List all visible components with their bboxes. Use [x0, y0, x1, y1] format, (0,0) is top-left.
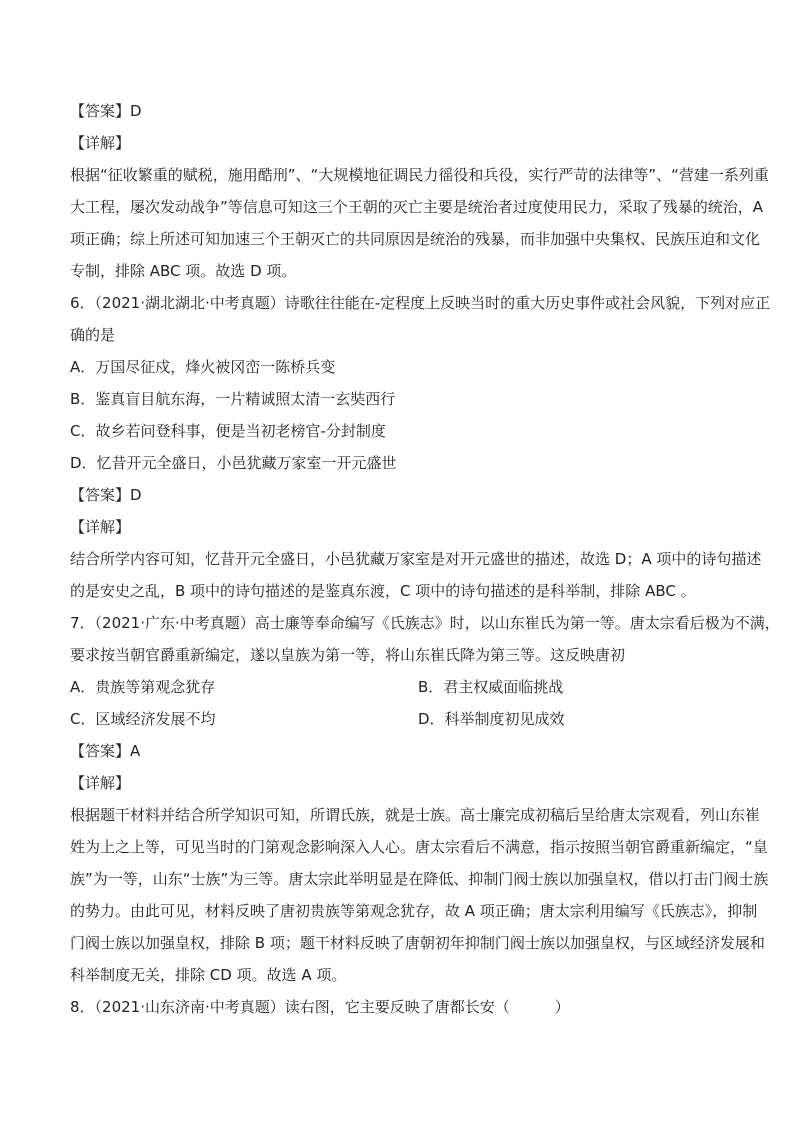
- option-d: D．忆昔开元全盛日，小邑犹藏万家室一开元盛世: [70, 454, 397, 472]
- answer-value: A: [130, 742, 141, 760]
- question-8-stem: 8．（2021·山东济南·中考真题）读右图，它主要反映了唐都长安（ ）: [70, 998, 570, 1016]
- detail-label: 【详解】: [70, 134, 131, 152]
- option-row: [70, 677, 730, 697]
- option-a: A．贵族等第观念犹存: [70, 678, 216, 696]
- option-row: [70, 709, 730, 729]
- answer-label: 【答案】: [70, 742, 131, 760]
- question-6-stem: 6．（2021·湖北湖北·中考真题）诗歌往往能在-定程度上反映当时的重大历史事件或社会风貌，下列对应正: [70, 294, 771, 312]
- answer-line: [70, 485, 730, 505]
- detail-line: 门阀士族以加强皇权，排除 B 项；题干材料反映了唐朝初年抑制门阀士族以加强皇权，与区域经济发展和: [70, 934, 765, 952]
- detail-line: 大工程，屡次发动战争”等信息可知这三个王朝的灭亡主要是统治者过度使用民力，采取了残暴的统治，A: [70, 198, 764, 216]
- question-7-stem: 要求按当朝官爵重新编定，遂以皇族为第一等，将山东崔氏降为第三等。这反映唐初: [70, 646, 626, 664]
- option-b: B．君主权威面临挑战: [418, 678, 564, 696]
- detail-label: 【详解】: [70, 518, 131, 536]
- option-c: C．故乡若问登科事，便是当初老榜官-分封制度: [70, 422, 386, 440]
- detail-line: 结合所学内容可知，忆昔开元全盛日，小邑犹藏万家室是对开元盛世的描述，故选 D；A 项中的诗句描述: [70, 550, 762, 568]
- answer-value: D: [130, 102, 142, 120]
- detail-line: 项正确；综上所述可知加速三个王朝灭亡的共同原因是统治的残暴，而非加强中央集权、民族压迫和文化: [70, 230, 761, 248]
- detail-line: 专制，排除 ABC 项。故选 D 项。: [70, 262, 297, 280]
- detail-label: 【详解】: [70, 774, 131, 792]
- answer-line: [70, 741, 730, 761]
- answer-label: 【答案】: [70, 102, 131, 120]
- detail-line: 根据题干材料并结合所学知识可知，所谓氏族，就是士族。高士廉完成初稿后呈给唐太宗观看，列山东崔: [70, 806, 761, 824]
- answer-label: 【答案】: [70, 486, 131, 504]
- option-d: D．科举制度初见成效: [418, 710, 565, 728]
- option-a: A．万国尽征戍，烽火被冈峦一陈桥兵变: [70, 358, 336, 376]
- detail-line: 的势力。由此可见，材料反映了唐初贵族等第观念犹存，故 A 项正确；唐太宗利用编写《氏族志》，抑制: [70, 902, 758, 920]
- answer-line: [70, 101, 730, 121]
- detail-line: 族”为一等，山东“士族”为三等。唐太宗此举明显是在降低、抑制门阀士族以加强皇权，借以打击门阀士族: [70, 870, 769, 888]
- option-c: C．区域经济发展不均: [70, 710, 216, 728]
- detail-line: 根据“征收繁重的赋税，施用酷刑”、“大规模地征调民力徭役和兵役，实行严苛的法律等”、“营建一系列重: [70, 166, 769, 184]
- option-b: B．鉴真盲目航东海，一片精诚照太清一玄奘西行: [70, 390, 396, 408]
- answer-value: D: [130, 486, 142, 504]
- detail-line: 科举制度无关，排除 CD 项。故选 A 项。: [70, 966, 347, 984]
- question-7-stem: 7．（2021·广东·中考真题）高士廉等奉命编写《氏族志》时，以山东崔氏为第一等。唐太宗看后极为不满，: [70, 614, 780, 632]
- question-6-stem: 确的是: [70, 326, 116, 344]
- detail-line: 姓为上之上等，可见当时的门第观念影响深入人心。唐太宗看后不满意，指示按照当朝官爵重新编定，“皇: [70, 838, 768, 856]
- detail-line: 的是安史之乱，B 项中的诗句描述的是鉴真东渡，C 项中的诗句描述的是科举制，排除 ABC 。: [70, 582, 696, 600]
